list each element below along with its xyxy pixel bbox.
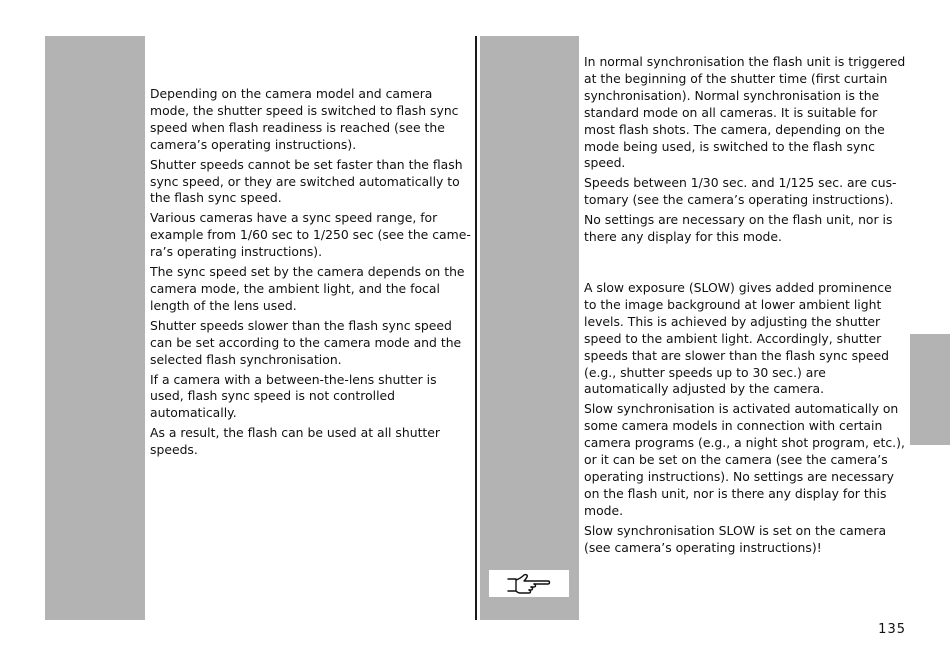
- left-column-text: [150, 86, 472, 462]
- paragraph: In normal synchronisation the flash unit is triggered at the beginning of the shutter time (first curtain synchronisation). Normal synchronisation is the standard mode on all cameras. It is suitable for most flash shots. The camera, depending on the mode being used, is switched to the flash sync speed.: [584, 54, 906, 171]
- normal-sync-section: [584, 54, 906, 249]
- paragraph: Depending on the camera model and camera mode, the shutter speed is switched to flash sync speed when flash readiness is reached (see the camera’s operating instructions).: [150, 86, 459, 152]
- slow-sync-section: [584, 280, 906, 560]
- paragraph: No settings are necessary on the flash unit, nor is there any display for this mode.: [584, 212, 893, 245]
- paragraph: Shutter speeds cannot be set faster than the flash sync speed, or they are switched automatically to the flash sync speed.: [150, 156, 463, 206]
- page-number: 135: [878, 622, 906, 637]
- paragraph: Shutter speeds slower than the flash sync speed can be set according to the camera mode and the selected flash synchronisation.: [150, 317, 462, 367]
- paragraph: Slow synchronisation is activated automatically on some camera models in connection with certain camera programs (e.g., a night shot program, etc.), or it can be set on the camera (see the camera’s operating instructions). No settings are necessary on the flash unit, nor is there any display for this mode.: [584, 401, 905, 518]
- left-margin-bar: [45, 36, 145, 620]
- paragraph: The sync speed set by the camera depends on the camera mode, the ambient light, and the focal length of the lens used.: [150, 264, 465, 313]
- column-divider: [475, 36, 477, 620]
- note-marker: [489, 570, 569, 597]
- paragraph: As a result, the flash can be used at all shutter speeds.: [150, 425, 441, 458]
- paragraph: Various cameras have a sync speed range, for example from 1/60 sec to 1/250 sec (see the came-ra’s operating instructions).: [150, 210, 471, 260]
- paragraph: A slow exposure (SLOW) gives added prominence to the image background at lower ambient light levels. This is achieved by adjusting the shutter speed to the ambient light. Accordingly, shutter speeds that are slower than the flash sync speed (e.g., shutter speeds up to 30 sec.) are automatically adjusted by the camera.: [584, 280, 892, 397]
- pointing-hand-icon: [506, 573, 552, 595]
- right-margin-bar: [480, 36, 579, 620]
- page-edge-tab: [910, 334, 950, 445]
- paragraph: If a camera with a between-the-lens shutter is used, flash sync speed is not controlled automatically.: [150, 371, 437, 421]
- paragraph: Slow synchronisation SLOW is set on the camera (see camera’s operating instructions)!: [584, 522, 887, 555]
- paragraph: Speeds between 1/30 sec. and 1/125 sec. are cus-tomary (see the camera’s operating instructions).: [584, 175, 897, 208]
